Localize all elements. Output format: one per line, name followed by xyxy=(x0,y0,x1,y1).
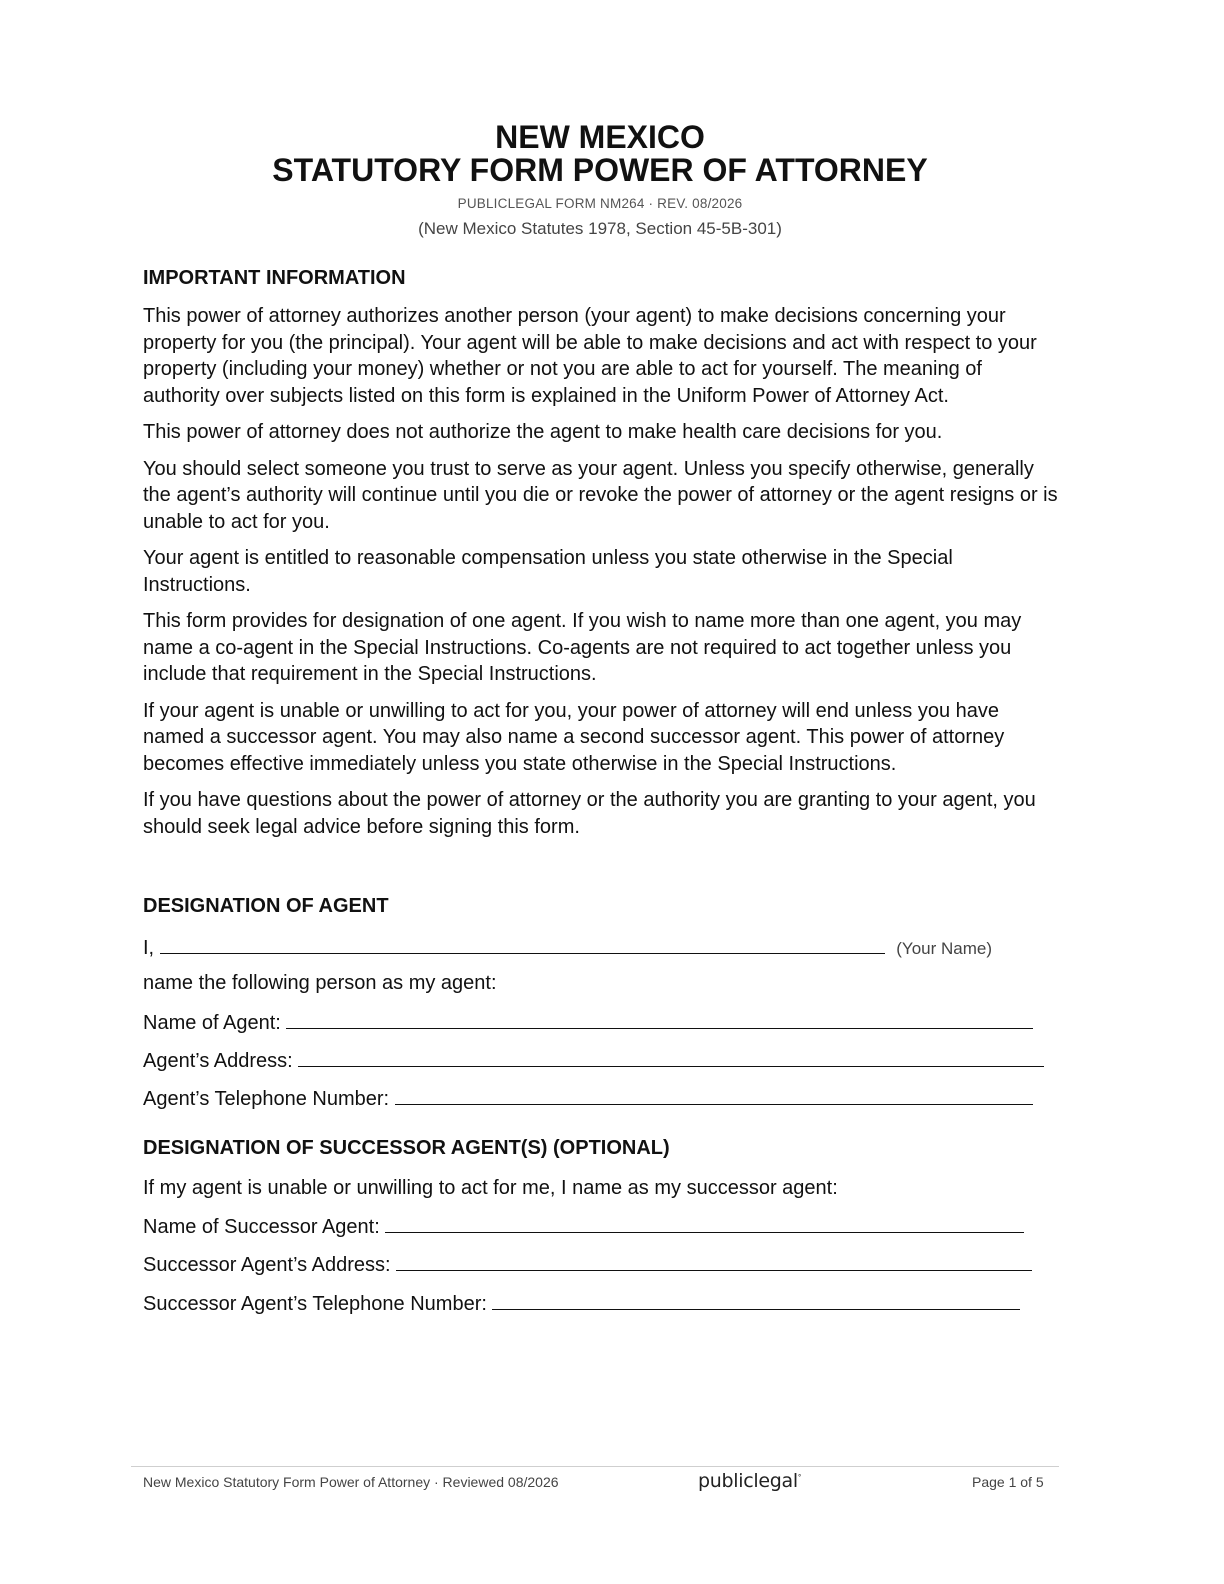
agent-name-row xyxy=(143,1009,1033,1035)
info-paragraph: This power of attorney authorizes another person (your agent) to make decisions concerning your property for you (the principal). Your agent will be able to make decisions and act with respect to your property (including your money) whether or not you are able to act for yourself. The meaning of authority over subjects listed on this form is explained in the Uniform Power of Attorney Act. xyxy=(143,305,1037,407)
successor-name-field[interactable] xyxy=(385,1213,1024,1233)
title-form-name: STATUTORY FORM POWER OF ATTORNEY xyxy=(272,152,928,188)
footer-divider xyxy=(131,1466,1059,1467)
principal-name-hint: (Your Name) xyxy=(896,939,992,958)
successor-phone-label: Successor Agent’s Telephone Number: xyxy=(143,1293,487,1315)
principal-name-row xyxy=(143,934,992,960)
page-number: Page 1 of 5 xyxy=(972,1474,1044,1490)
important-information-body xyxy=(143,303,1058,850)
footer-document-title: New Mexico Statutory Form Power of Attorney · Reviewed 08/2026 xyxy=(143,1474,559,1490)
title-state: NEW MEXICO xyxy=(495,119,705,155)
form-id: PUBLICLEGAL FORM NM264 · REV. 08/2026 xyxy=(457,196,743,211)
agent-address-row xyxy=(143,1047,1044,1073)
successor-name-row xyxy=(143,1213,1024,1239)
successor-agent-heading: DESIGNATION OF SUCCESSOR AGENT(S) (OPTIONAL) xyxy=(143,1137,670,1159)
successor-address-field[interactable] xyxy=(396,1251,1032,1271)
successor-address-row xyxy=(143,1251,1032,1277)
info-paragraph: If your agent is unable or unwilling to act for you, your power of attorney will end unless you have named a successor agent. You may also name a second successor agent. This power of attorney becomes effective immediately unless you state otherwise in the Special Instructions. xyxy=(143,699,1005,775)
agent-phone-row xyxy=(143,1085,1033,1111)
agent-phone-field[interactable] xyxy=(395,1085,1033,1105)
agent-address-field[interactable] xyxy=(298,1047,1044,1067)
successor-phone-field[interactable] xyxy=(492,1290,1020,1310)
info-paragraph: This form provides for designation of one agent. If you wish to name more than one agent, you may name a co-agent in the Special Instructions. Co-agents are not required to act together unless you include that requirement in the Special Instructions. xyxy=(143,610,1022,685)
agent-intro: name the following person as my agent: xyxy=(143,972,497,994)
logo-text: publiclegal xyxy=(698,1470,798,1492)
successor-name-label: Name of Successor Agent: xyxy=(143,1216,380,1238)
document-header xyxy=(137,121,1063,239)
agent-phone-label: Agent’s Telephone Number: xyxy=(143,1088,390,1110)
statute-reference: (New Mexico Statutes 1978, Section 45-5B-301) xyxy=(418,219,782,238)
successor-address-label: Successor Agent’s Address: xyxy=(143,1254,391,1276)
principal-prefix: I, xyxy=(143,937,155,959)
designation-of-agent-heading: DESIGNATION OF AGENT xyxy=(143,895,389,917)
agent-name-field[interactable] xyxy=(286,1009,1033,1029)
info-paragraph: Your agent is entitled to reasonable compensation unless you state otherwise in the Special Instructions. xyxy=(143,547,953,596)
info-paragraph: This power of attorney does not authorize the agent to make health care decisions for you. xyxy=(143,421,943,443)
info-paragraph: You should select someone you trust to serve as your agent. Unless you specify otherwise, generally the agent’s authority will continue until you die or revoke the power of attorney or the agent resigns or is unable to act for you. xyxy=(143,457,1058,533)
successor-intro: If my agent is unable or unwilling to act for me, I name as my successor agent: xyxy=(143,1177,838,1199)
successor-phone-row xyxy=(143,1290,1020,1316)
important-information-heading: IMPORTANT INFORMATION xyxy=(143,267,406,289)
agent-address-label: Agent’s Address: xyxy=(143,1050,293,1072)
principal-name-field[interactable] xyxy=(160,934,885,954)
agent-name-label: Name of Agent: xyxy=(143,1012,281,1034)
publiclegal-logo: publiclegal° xyxy=(698,1470,802,1492)
info-paragraph: If you have questions about the power of attorney or the authority you are granting to your agent, you should seek legal advice before signing this form. xyxy=(143,789,1036,838)
